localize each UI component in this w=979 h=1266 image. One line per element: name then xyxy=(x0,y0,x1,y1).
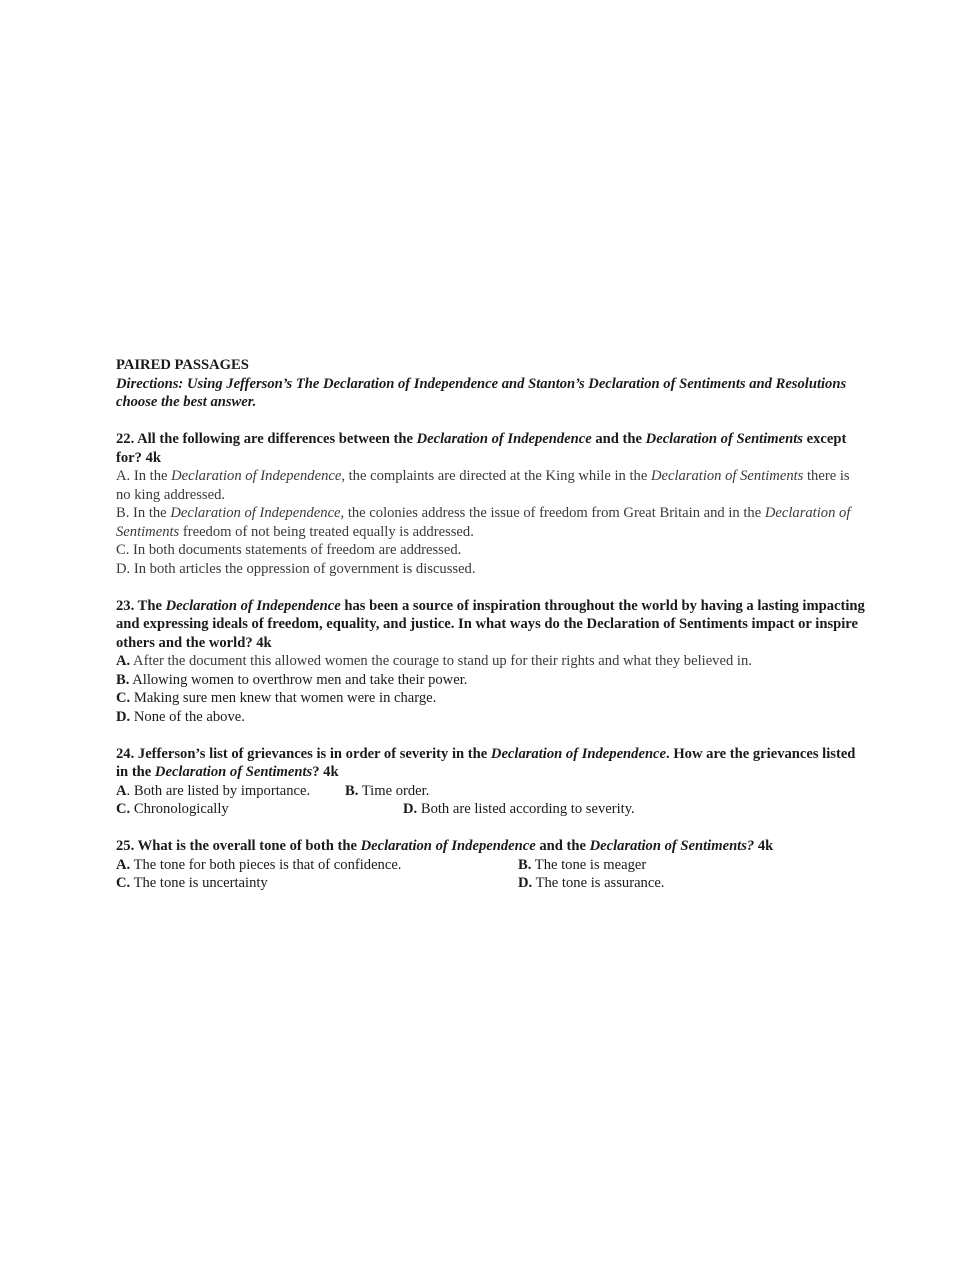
question-24-option-a: A. Both are listed by importance. xyxy=(116,782,311,799)
question-22-option-b: B. In the Declaration of Independence, the colonies address the issue of freedom from Great Britain and in the Declaration of Sentiments freedom of not being treated equally is addressed. xyxy=(116,505,851,540)
question-23-option-d: D. None of the above. xyxy=(116,708,245,725)
question-24-option-c: C. Chronologically xyxy=(116,801,229,817)
section-title: PAIRED PASSAGES xyxy=(116,357,249,373)
question-23-option-b: B. Allowing women to overthrow men and take their power. xyxy=(116,671,468,688)
question-24-stem: 24. Jefferson’s list of grievances is in order of severity in the Declaration of Independence. How are the grievances listed in the Declaration of Sentiments? 4k xyxy=(116,745,856,780)
question-25-option-a: A. The tone for both pieces is that of confidence. xyxy=(116,856,402,873)
question-22-option-d: D. In both articles the oppression of government is discussed. xyxy=(116,560,476,577)
question-22 xyxy=(116,430,866,578)
question-23-option-a: A. After the document this allowed women the courage to stand up for their rights and what they believed in. xyxy=(116,653,752,669)
question-25-option-d: D. The tone is assurance. xyxy=(518,875,665,891)
question-25-options-row-2 xyxy=(116,874,866,893)
question-24-options-row-2 xyxy=(116,800,866,819)
question-23 xyxy=(116,597,866,727)
directions: Directions: Using Jefferson’s The Declaration of Independence and Stanton’s Declaration of Sentiments and Resolutions choose the best answer. xyxy=(116,375,847,410)
question-23-stem: 23. The Declaration of Independence has been a source of inspiration throughout the world by having a lasting impacting and expressing ideals of freedom, equality, and justice. In what ways do the Declaration of Sentiments impact or inspire others and the world? 4k xyxy=(116,597,865,651)
question-25-stem: 25. What is the overall tone of both the Declaration of Independence and the Declaration of Sentiments? 4k xyxy=(116,838,774,854)
question-25-option-b: B. The tone is meager xyxy=(518,856,647,873)
question-25-option-c: C. The tone is uncertainty xyxy=(116,875,268,891)
question-24-option-d: D. Both are listed according to severity. xyxy=(403,801,635,817)
question-24-options-row-1 xyxy=(116,782,866,801)
question-22-stem: 22. All the following are differences between the Declaration of Independence and the Declaration of Sentiments except for? 4k xyxy=(116,431,847,466)
worksheet-page xyxy=(116,356,866,893)
question-22-option-a: A. In the Declaration of Independence, the complaints are directed at the King while in the Declaration of Sentiments there is no king addressed. xyxy=(116,468,850,503)
question-22-option-c: C. In both documents statements of freedom are addressed. xyxy=(116,542,462,558)
question-25-options-row-1 xyxy=(116,856,866,875)
question-25 xyxy=(116,837,866,893)
question-24 xyxy=(116,745,866,819)
question-24-option-b: B. Time order. xyxy=(345,782,430,799)
question-23-option-c: C. Making sure men knew that women were in charge. xyxy=(116,690,437,706)
